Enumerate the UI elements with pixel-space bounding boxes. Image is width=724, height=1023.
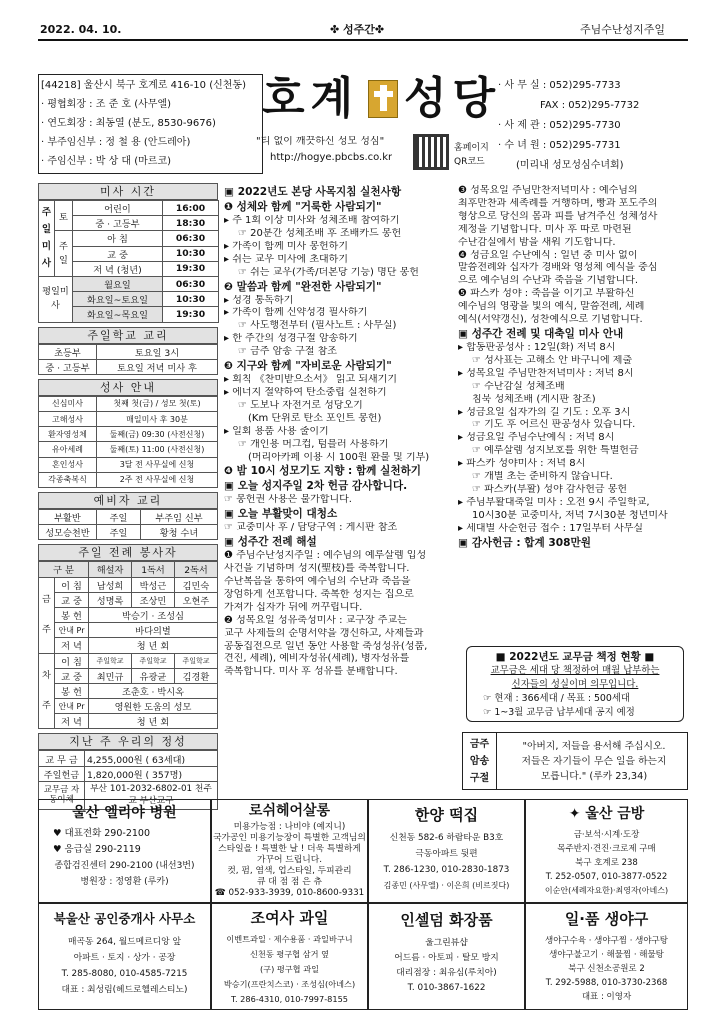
ad-line: ♥ 대표전화 290-2100 — [53, 828, 151, 839]
saturday-label: 토 — [55, 201, 73, 231]
offering-type: 주일헌금 — [39, 766, 85, 781]
server-name: 바다의별 — [89, 623, 218, 638]
sunday-school-header: 주일학교 교리 — [38, 327, 218, 344]
notice-line: 사건을 기념하며 성지(聖枝)를 축복합니다. — [224, 563, 410, 575]
sacrament-name: 환자영성체 — [39, 427, 97, 442]
ad-line: 가꾸어 드립니다. — [256, 855, 323, 865]
ad-name: 조여사 과일 — [250, 909, 329, 927]
server-name: 최민규 — [89, 668, 132, 683]
notice-line: ▸ 성경 통독하기 — [224, 294, 294, 306]
notice-line: ▸ 합동판공성사 : 12일(화) 저녁 8시 — [458, 341, 616, 353]
ad-line: T. 010-3867-1622 — [407, 983, 486, 993]
parish-website: http://hogye.pbcbs.co.kr — [270, 152, 393, 163]
server-name: 박성근 — [132, 577, 175, 592]
ad-name: 한양 떡집 — [414, 806, 479, 824]
parish-address: [44218] 울산시 북구 호계로 416-10 (신천동) — [41, 80, 246, 91]
server-slot: 교 중 — [55, 668, 89, 683]
ad-line: 이순안(세례자요한)·최영자(아녜스) — [544, 886, 669, 895]
notice-heading: ❶ 성체와 함께 "거룩한 사람되기" — [224, 201, 382, 213]
server-slot: 저 녁 — [55, 714, 89, 729]
servers-table — [38, 561, 218, 729]
ad-name: 일·품 생야구 — [564, 910, 649, 928]
notice-line: ☞ 봉헌권 사용은 불가합니다. — [224, 494, 352, 506]
notice-line: ☞ 수난감실 성체조배 — [472, 380, 565, 392]
ad-line: T. 286-4310, 010-7997-8155 — [230, 994, 349, 1004]
notice-column-right — [458, 185, 690, 551]
ad-line: ☎ 052-933-3939, 010-8600-9331 — [214, 888, 365, 898]
notice-line: ▸ 세대별 사순헌금 접수 : 17일부터 사무실 — [458, 522, 644, 534]
parish-info — [41, 76, 261, 171]
sacrament-info: 매일미사 후 30분 — [97, 412, 218, 427]
notice-heading: ▣ 성주간 전례 및 대축일 미사 안내 — [458, 327, 624, 340]
qr-label-homepage: 홈페이지 — [454, 143, 489, 153]
parish-prayer-lead: · 연도회장 : 최동열 (분도, 8530-9676) — [41, 118, 216, 129]
pastor: · 주임신부 : 박 상 대 (마르코) — [41, 156, 172, 167]
church-logo-icon — [368, 80, 398, 118]
verse-text — [501, 739, 687, 784]
sacrament-info: 둘째(금) 09:30 (사전신청) — [97, 427, 218, 442]
ad-hanyang-rice-cake — [368, 799, 525, 903]
notice-column-middle — [224, 185, 454, 679]
weekday-mass-label: 평일미사 — [39, 276, 73, 322]
catechumen-table — [38, 509, 218, 540]
tithe-line: ☞ 현재 : 366세대 / 목표 : 500세대 — [483, 693, 630, 704]
sacrament-info: 2주 전 사무실에 신청 — [97, 472, 218, 487]
servers-col-head: 구 분 — [39, 562, 89, 577]
server-name: 김경환 — [174, 668, 217, 683]
server-name: 청 년 회 — [89, 714, 218, 729]
notice-line: ☞ 성사표는 고해소 안 바구니에 제출 — [472, 354, 633, 366]
ad-line: 목주반지·견진·크로제 구매 — [557, 844, 656, 854]
tithe-box — [466, 646, 684, 722]
ad-line: 울그린뷰샵 — [425, 938, 468, 948]
notice-line: 공동집전으로 일년 동안 사용할 축성성유(성품, — [224, 640, 428, 652]
mass-row: 중 · 고등부 — [73, 216, 163, 231]
server-name: 조춘호 · 박시옥 — [89, 683, 218, 698]
notice-line: ▸ 주 1회 이상 미사와 성체조배 참여하기 — [224, 215, 400, 226]
parish-motto: "티 없이 깨끗하신 성모 성심" — [256, 136, 385, 147]
notice-line: (머리아카페 이용 시 100원 환불 및 기부) — [248, 451, 430, 463]
verse-label-line: 구절 — [469, 773, 490, 784]
notice-line: ▸ 쉬는 교우 미사에 초대하기 — [224, 253, 348, 265]
fax-number: FAX : 052)295-7732 — [540, 100, 640, 111]
ad-line: 이벤트과일 · 제수용품 · 과일바구니 — [226, 934, 353, 944]
catechumen-header: 예비자 교리 — [38, 492, 218, 509]
ad-line: T. 286-1230, 010-2830-1873 — [383, 865, 510, 875]
notice-heading: ▣ 오늘 부활맞이 대청소 — [224, 508, 338, 521]
server-name: 성명록 — [89, 592, 132, 607]
header-rule — [38, 39, 688, 41]
sacrament-name: 혼인성사 — [39, 457, 97, 472]
mass-time: 10:30 — [163, 292, 219, 307]
offering-type: 교무금 자동이체 — [39, 781, 85, 809]
mass-row: 화요일~목요일 — [73, 307, 163, 322]
notice-heading: ❷ 말씀과 함께 "완전한 사람되기" — [224, 280, 382, 293]
mass-time: 19:30 — [163, 307, 219, 322]
mass-time-header: 미사 시간 — [38, 183, 218, 200]
ad-line: 북구 신천소공원로 2 — [568, 964, 645, 974]
notice-line: ▸ 회칙 《찬미받으소서》 읽고 되새기기 — [224, 374, 397, 386]
notice-heading: ▣ 성주간 전례 해설 — [224, 536, 317, 549]
verse-line: 모릅니다." (루카 23,34) — [540, 771, 648, 782]
left-column — [38, 183, 218, 810]
notice-line: ❸ 성목요일 주님만찬저녁미사 : 예수님의 — [458, 185, 638, 196]
sacrament-header: 성사 안내 — [38, 379, 218, 396]
tithe-line: 교무금은 세대 당 책정하여 매월 납부하는 — [490, 665, 660, 676]
ad-name: ✦ 울산 금방 — [568, 806, 645, 822]
notice-line: ▸ 가족이 함께 미사 봉헌하기 — [224, 240, 348, 252]
server-slot: 안내 Pr — [55, 623, 89, 638]
server-name: 유광균 — [132, 668, 175, 683]
notice-heading: ❸ 지구와 함께 "자비로운 사람되기" — [224, 360, 392, 373]
notice-line: 예수님의 영광을 빛의 예식, 말씀전례, 세례 — [458, 301, 645, 313]
notice-line: 장엄하게 선포합니다. 축복한 성지는 집으로 — [224, 588, 414, 600]
server-slot: 안내 Pr — [55, 699, 89, 714]
mass-time-table — [38, 200, 219, 323]
school-time: 토요일 저녁 미사 후 — [97, 359, 218, 374]
notice-line: ▸ 가족이 함께 신약성경 필사하기 — [224, 307, 368, 319]
mass-time: 18:30 — [163, 216, 219, 231]
rectory-phone: · 사 제 관 : 052)295-7730 — [498, 120, 621, 131]
school-time: 토요일 3시 — [97, 344, 218, 359]
this-week-label: 금주 — [39, 577, 55, 653]
sacrament-name: 유아세례 — [39, 442, 97, 457]
ad-line: 북구 호계로 238 — [575, 858, 638, 868]
ad-line: 스타일을 ! 특별한 날 ! 더욱 특별하게 — [218, 844, 361, 854]
notice-line: ❹ 성금요일 수난예식 : 일년 중 미사 없이 — [458, 249, 638, 261]
ad-line: T. 285-8080, 010-4585-7215 — [61, 969, 188, 979]
notice-line: ☞ 개인용 머그컵, 텀블러 사용하기 — [238, 438, 389, 450]
server-name: 청 년 회 — [89, 638, 218, 653]
offering-type: 교 무 금 — [39, 751, 85, 766]
title-left: 호계 — [262, 73, 360, 124]
ad-line: 미용가능점 : 나비야 (예지니) — [233, 822, 346, 832]
notice-line: 형상으로 당신의 몸과 피를 남겨주신 성체성사 — [458, 210, 658, 222]
mass-row: 화요일~토요일 — [73, 292, 163, 307]
ad-name: 로쉬헤어살롱 — [248, 803, 331, 819]
notice-line: ☞ 교중미사 후 / 담당구역 : 게시판 참조 — [224, 522, 398, 534]
sacrament-info: 첫째 첫(금) / 성모 첫(토) — [97, 396, 218, 411]
notice-line: ☞ 사도행전부터 (필사노트 : 사무실) — [238, 320, 397, 332]
sacrament-name: 고해성사 — [39, 412, 97, 427]
mass-row: 아 침 — [73, 231, 163, 246]
notice-line: ☞ 파스카(부활) 성야 감사헌금 봉헌 — [472, 483, 628, 495]
notice-heading: ▣ 오늘 성지주일 2차 헌금 감사합니다. — [224, 480, 408, 493]
mass-row: 어린이 — [73, 201, 163, 216]
ad-line: 박승기(프란치스코) · 조성심(아녜스) — [223, 979, 356, 989]
notice-line: ❺ 파스카 성야 : 죽음을 이기고 부활하신 — [458, 288, 635, 300]
ad-line: 국가공인 미용기능장이 특별한 고객님의 — [213, 833, 366, 843]
assistant-priest: · 부주임신부 : 정 철 용 (안드레아) — [41, 137, 191, 148]
notice-heading: ▣ 2022년도 본당 사목지침 실천사항 — [224, 186, 402, 198]
mass-time: 10:30 — [163, 246, 219, 261]
verse-label-line: 금주 — [469, 739, 490, 750]
server-name: 주일학교 — [132, 653, 175, 668]
verse-label — [463, 733, 497, 789]
server-slot: 저 녁 — [55, 638, 89, 653]
server-slot: 이 침 — [55, 577, 89, 592]
mass-time: 19:30 — [163, 261, 219, 276]
notice-line: ▸ 한 주간의 성경구절 암송하기 — [224, 333, 358, 345]
servers-col-head: 해설자 — [89, 562, 132, 577]
title-right: 성당 — [404, 73, 502, 124]
verse-line: "아버지, 저들을 용서해 주십시오. — [522, 741, 666, 752]
offering-header: 지난 주 우리의 정성 — [38, 733, 218, 750]
sacrament-table — [38, 396, 218, 488]
notice-line: ▸ 성목요일 주님만찬저녁미사 : 저녁 8시 — [458, 367, 634, 379]
ad-line: 큐 대 점 점 은 츄 — [257, 877, 322, 887]
notice-line: ☞ 쉬는 교우(가족/더본당 기능) 명단 봉헌 — [238, 266, 419, 278]
ad-ulsan-gold — [525, 799, 688, 903]
mass-row: 월요일 — [73, 276, 163, 291]
notice-line: ☞ 개별 초는 준비하지 않습니다. — [472, 471, 613, 483]
class-teacher: 황청 수녀 — [141, 525, 218, 540]
sacrament-info: 3달 전 사무실에 신청 — [97, 457, 218, 472]
ad-joyeosa-fruit — [211, 903, 368, 1010]
ad-line: ♥ 응급실 290-2119 — [53, 844, 141, 855]
verse-label-line: 암송 — [469, 756, 490, 767]
notice-line: (Km 단위로 탄소 포인트 봉헌) — [248, 412, 382, 424]
server-name: 남성희 — [89, 577, 132, 592]
class-name: 성모승천반 — [39, 525, 97, 540]
sunday-school-table — [38, 344, 218, 375]
server-name: 조상민 — [132, 592, 175, 607]
ad-elijah-hospital — [38, 799, 211, 903]
notice-line: 수난감실에서 밤을 새워 기도합니다. — [458, 236, 616, 248]
convent-phone: · 수 녀 원 : 052)295-7731 — [498, 140, 621, 151]
notice-line: 제정을 기념합니다. 미사 후 따로 마련된 — [458, 223, 632, 235]
sacrament-info: 둘째(토) 11:00 (사전신청) — [97, 442, 218, 457]
ad-line: 생야구불고기 · 해물찜 · 해물탕 — [549, 950, 664, 960]
server-name: 주일학교 — [89, 653, 132, 668]
ad-realestate — [38, 903, 211, 1010]
servers-header: 주일 전례 봉사자 — [38, 544, 218, 561]
notice-line: ▸ 일회 용품 사용 줄이기 — [224, 425, 329, 437]
ad-line: T. 292-5988, 010-3730-2368 — [545, 978, 668, 988]
notice-line: 말씀전례와 십자가 경배와 영성체 예식을 중심 — [458, 262, 658, 274]
class-name: 부활반 — [39, 510, 97, 525]
notice-line: 10시30분 교중미사, 저녁 7시30분 청년미사 — [472, 509, 668, 521]
servers-col-head: 2독서 — [174, 562, 217, 577]
bulletin-week: ✤ 성주간✤ — [330, 24, 385, 36]
verse-line: 저들은 자기들이 무슨 일을 하는지 — [521, 756, 667, 767]
next-week-label: 차주 — [39, 653, 55, 729]
mass-time: 06:30 — [163, 276, 219, 291]
notice-line: ☞ 20분간 성체조배 후 조배카드 봉헌 — [238, 227, 402, 239]
server-name: 주일학교 — [174, 653, 217, 668]
ad-incelderm — [368, 903, 525, 1010]
mass-time: 06:30 — [163, 231, 219, 246]
mass-row: 저 녁 (청년) — [73, 261, 163, 276]
sacrament-name: 각종축복식 — [39, 472, 97, 487]
ad-name: 울산 엘리야 병원 — [72, 805, 177, 821]
notice-line: ❷ 성목요일 성유축성미사 : 교구장 주교는 — [224, 614, 407, 626]
ad-rosh-hair — [211, 799, 368, 903]
server-slot: 봉 헌 — [55, 683, 89, 698]
ad-line: 매곡동 264, 월드메르디앙 앞 — [68, 937, 181, 947]
parish-council: · 평협회장 : 조 준 호 (사무엘) — [41, 99, 172, 110]
ad-line: 병원장 : 정영환 (루카) — [80, 877, 169, 887]
notice-line: 견진, 세례), 예비자성유(세례), 병자성유를 — [224, 653, 410, 665]
mass-time: 16:00 — [163, 201, 219, 216]
server-slot: 이 침 — [55, 653, 89, 668]
notice-line: 예식(서약갱신), 성찬예식으로 기념합니다. — [458, 314, 643, 326]
mass-row: 교 중 — [73, 246, 163, 261]
ad-line: 금·보석·시계·도장 — [573, 830, 640, 840]
notice-line: ▸ 주님부활대축일 미사 : 오전 9시 주일학교, — [458, 496, 650, 508]
notice-line: 침묵 성체조배 (게시판 참조) — [472, 393, 596, 405]
contact-list — [498, 76, 688, 176]
notice-line: 교구 사제들의 순명서약을 갱신하고, 사제들과 — [224, 627, 424, 639]
servers-col-head: 1독서 — [132, 562, 175, 577]
class-teacher: 부주임 신부 — [141, 510, 218, 525]
class-day: 주일 — [97, 525, 141, 540]
tithe-line: ☞ 1~3월 교무금 납부세대 공지 예정 — [483, 707, 635, 718]
notice-line: ☞ 기도 후 어르신 판공성사 있습니다. — [472, 419, 636, 431]
ad-line: 대표 : 이영자 — [581, 992, 632, 1002]
server-name: 영원한 도움의 성모 — [89, 699, 218, 714]
server-slot: 교 중 — [55, 592, 89, 607]
ad-line: 아파트 · 토지 · 상가 · 공장 — [73, 953, 176, 963]
notice-line: 수난복음을 통하여 예수님의 수난과 죽음을 — [224, 576, 411, 588]
ad-line: 컷, 펌, 염색, 업스타일, 두피관리 — [227, 866, 352, 876]
ad-line: 생야구수육 · 생야구찜 · 생야구탕 — [545, 936, 668, 946]
notice-line: ☞ 예루살렘 성지보호를 위한 특별헌금 — [472, 445, 639, 457]
offering-account: 부산 101-2032-6802-01 천주교 부산교구 — [85, 781, 218, 809]
sunday-mass-label: 주일미사 — [39, 201, 55, 277]
convent-name: (미리내 성모성심수녀회) — [516, 160, 624, 171]
ad-line: 대리점장 : 최유심(루치아) — [396, 968, 497, 978]
notice-line: 으로 예수님의 수난과 죽음을 기념합니다. — [458, 275, 639, 287]
ad-name: 인셀덤 화장품 — [400, 911, 493, 929]
ad-line: 종합검진센터 290-2100 (내선3번) — [54, 861, 195, 871]
notice-line: ❶ 주님수난성지주일 : 예수님의 예루살렘 입성 — [224, 550, 427, 562]
server-name: 오현주 — [174, 592, 217, 607]
offering-amount: 1,820,000원 ( 357명) — [85, 766, 218, 781]
qr-code-icon — [413, 134, 449, 170]
notice-line: 최후만찬과 세족례를 거행하며, 빵과 포도주의 — [458, 197, 658, 209]
qr-label-code: QR코드 — [454, 157, 485, 167]
server-name: 박승기 · 조성심 — [89, 607, 218, 622]
bulletin-sunday: 주님수난성지주일 — [580, 24, 666, 36]
ad-line: 극동아파트 뒷편 — [415, 849, 478, 859]
notice-line: ☞ 도보나 자전거로 성당오기 — [238, 399, 363, 411]
notice-line: 가져가 십자가 뒤에 꺼꾸립니다. — [224, 601, 363, 613]
offering-amount: 4,255,000원 ( 63세대) — [85, 751, 218, 766]
ad-name: 북울산 공인중개사 사무소 — [53, 911, 196, 926]
server-slot: 봉 헌 — [55, 607, 89, 622]
bulletin-date: 2022. 04. 10. — [40, 24, 122, 36]
notice-line: ▸ 에너지 절약하여 탄소중립 실천하기 — [224, 386, 387, 398]
notice-line: ▸ 파스카 성야미사 : 저녁 8시 — [458, 458, 586, 470]
ad-line: T. 252-0507, 010-3877-0522 — [545, 872, 668, 882]
ad-line: 어드름 · 아토피 · 탈모 방지 — [394, 953, 499, 963]
notice-line: 축복합니다. 미사 후 성유를 분배합니다. — [224, 666, 398, 678]
tithe-title: ■ 2022년도 교무금 책정 현황 ■ — [495, 651, 655, 663]
tithe-line: 신자들의 성실이며 의무입니다. — [511, 679, 639, 690]
sunday-label: 주일 — [55, 231, 73, 277]
server-name: 김민숙 — [174, 577, 217, 592]
ad-ilpum-monkfish — [525, 903, 688, 1010]
ad-line: 신천동 582-6 하람타운 B3호 — [389, 833, 504, 843]
notice-line: ☞ 금주 암송 구절 참조 — [238, 346, 337, 358]
verse-box — [462, 732, 688, 790]
school-group: 중 · 고등부 — [39, 359, 97, 374]
class-day: 주일 — [97, 510, 141, 525]
school-group: 초등부 — [39, 344, 97, 359]
ad-line: 김종민 (사무엘) · 이은희 (비르짓다) — [383, 881, 510, 890]
ad-line: 신천동 평구협 삼거 옆 — [250, 949, 329, 959]
notice-line: ▸ 성금요일 주님수난예식 : 저녁 8시 — [458, 432, 615, 444]
sacrament-name: 신심미사 — [39, 396, 97, 411]
notice-heading: ❹ 밤 10시 성모기도 지향 : 함께 실천하기 — [224, 465, 422, 478]
notice-line: ▸ 성금요일 십자가의 길 기도 : 오후 3시 — [458, 406, 631, 418]
notice-heading: ▣ 감사헌금 : 합계 308만원 — [458, 536, 591, 549]
ad-line: (구) 평구협 과일 — [259, 964, 320, 974]
office-phone: · 사 무 실 : 052)295-7733 — [498, 80, 621, 91]
ad-line: 대표 : 최성림(헤드로헬레스티노) — [61, 985, 188, 995]
